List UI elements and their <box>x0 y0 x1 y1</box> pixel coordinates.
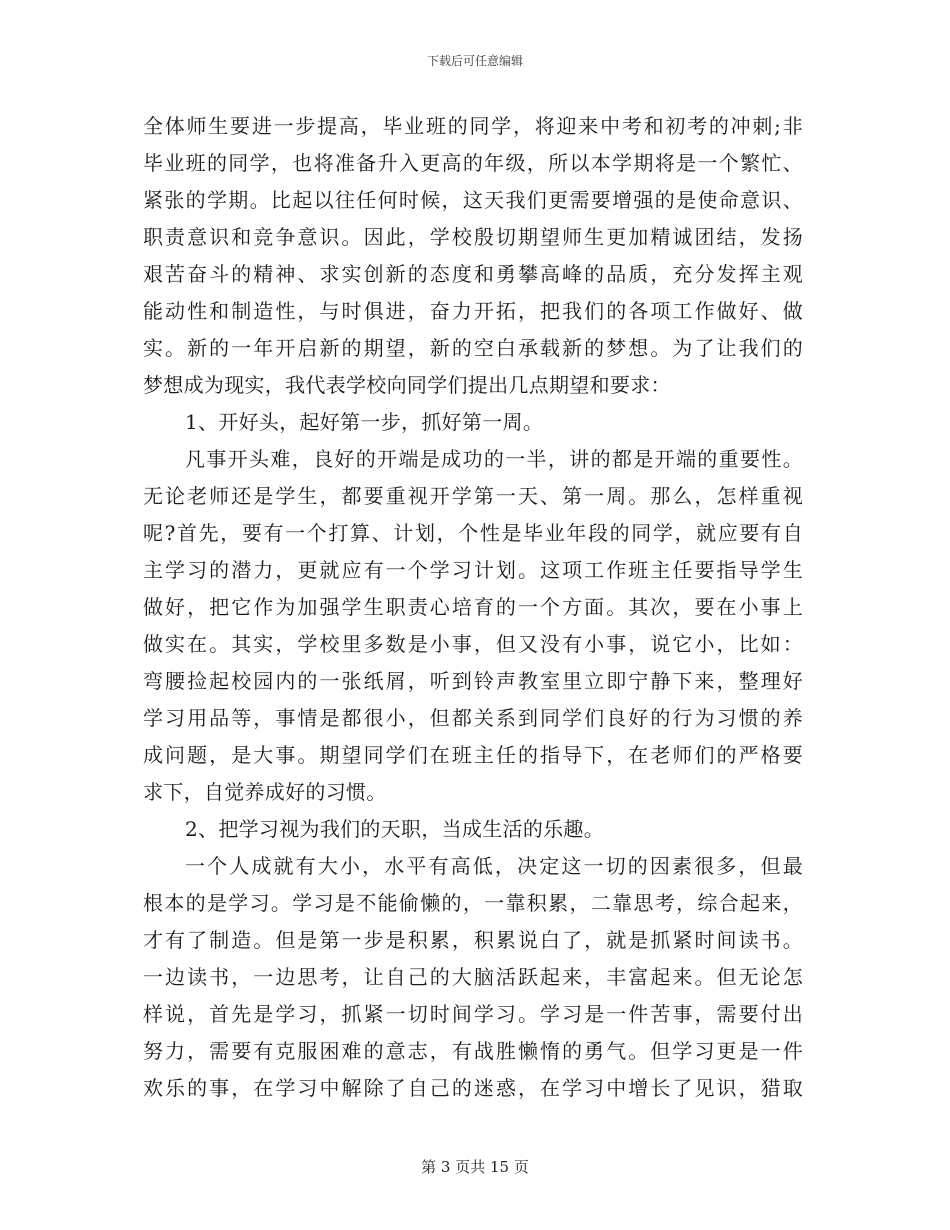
body-line: 梦想成为现实，我代表学校向同学们提出几点期望和要求： <box>143 373 671 397</box>
section-heading-2: 2、把学习视为我们的天职，当成生活的乐趣。 <box>185 817 605 841</box>
page-number: 第 3 页共 15 页 <box>421 1158 529 1176</box>
body-line: 做实在。其实，学校里多数是小事，但又没有小事，说它小，比如： <box>143 632 803 656</box>
section-heading-1: 1、开好头，起好第一步，抓好第一周。 <box>185 410 544 434</box>
document-body <box>143 108 803 1107</box>
body-line: 主学习的潜力，更就应有一个学习计划。这项工作班主任要指导学生 <box>143 558 803 582</box>
body-line: 才有了制造。但是第一步是积累，积累说白了，就是抓紧时间读书。 <box>143 928 803 952</box>
body-line: 无论老师还是学生，都要重视开学第一天、第一周。那么，怎样重视 <box>143 484 803 508</box>
body-line: 一个人成就有大小，水平有高低，决定这一切的因素很多，但最 <box>185 854 803 878</box>
body-line: 欢乐的事，在学习中解除了自己的迷惑，在学习中增长了见识，猎取 <box>143 1076 803 1100</box>
body-line: 毕业班的同学，也将准备升入更高的年级，所以本学期将是一个繁忙、 <box>143 151 803 175</box>
body-line: 紧张的学期。比起以往任何时候，这天我们更需要增强的是使命意识、 <box>143 188 803 212</box>
body-line: 全体师生要进一步提高，毕业班的同学，将迎来中考和初考的冲刺;非 <box>143 114 803 138</box>
body-line: 凡事开头难，良好的开端是成功的一半，讲的都是开端的重要性。 <box>185 447 803 471</box>
body-line: 学习用品等，事情是都很小，但都关系到同学们良好的行为习惯的养 <box>143 706 803 730</box>
body-line: 努力，需要有克服困难的意志，有战胜懒惰的勇气。但学习更是一件 <box>143 1039 803 1063</box>
body-line: 求下，自觉养成好的习惯。 <box>143 780 387 804</box>
body-line: 做好，把它作为加强学生职责心培育的一个方面。其次，要在小事上 <box>143 595 803 619</box>
body-line: 艰苦奋斗的精神、求实创新的态度和勇攀高峰的品质，充分发挥主观 <box>143 262 803 286</box>
body-line: 职责意识和竞争意识。因此，学校殷切期望师生更加精诚团结，发扬 <box>143 225 803 249</box>
body-line: 根本的是学习。学习是不能偷懒的，一靠积累，二靠思考，综合起来， <box>143 891 803 915</box>
body-line: 能动性和制造性，与时俱进，奋力开拓，把我们的各项工作做好、做 <box>143 299 803 323</box>
body-line: 一边读书，一边思考，让自己的大脑活跃起来，丰富起来。但无论怎 <box>143 965 803 989</box>
body-line: 实。新的一年开启新的期望，新的空白承载新的梦想。为了让我们的 <box>143 336 803 360</box>
body-line: 样说，首先是学习，抓紧一切时间学习。学习是一件苦事，需要付出 <box>143 1002 803 1026</box>
body-line: 成问题，是大事。期望同学们在班主任的指导下，在老师们的严格要 <box>143 743 803 767</box>
page-header: 下载后可任意编辑 <box>426 54 523 68</box>
body-line: 弯腰捡起校园内的一张纸屑，听到铃声教室里立即宁静下来，整理好 <box>143 669 803 693</box>
body-line: 呢?首先，要有一个打算、计划，个性是毕业年段的同学，就应要有自 <box>143 521 803 545</box>
